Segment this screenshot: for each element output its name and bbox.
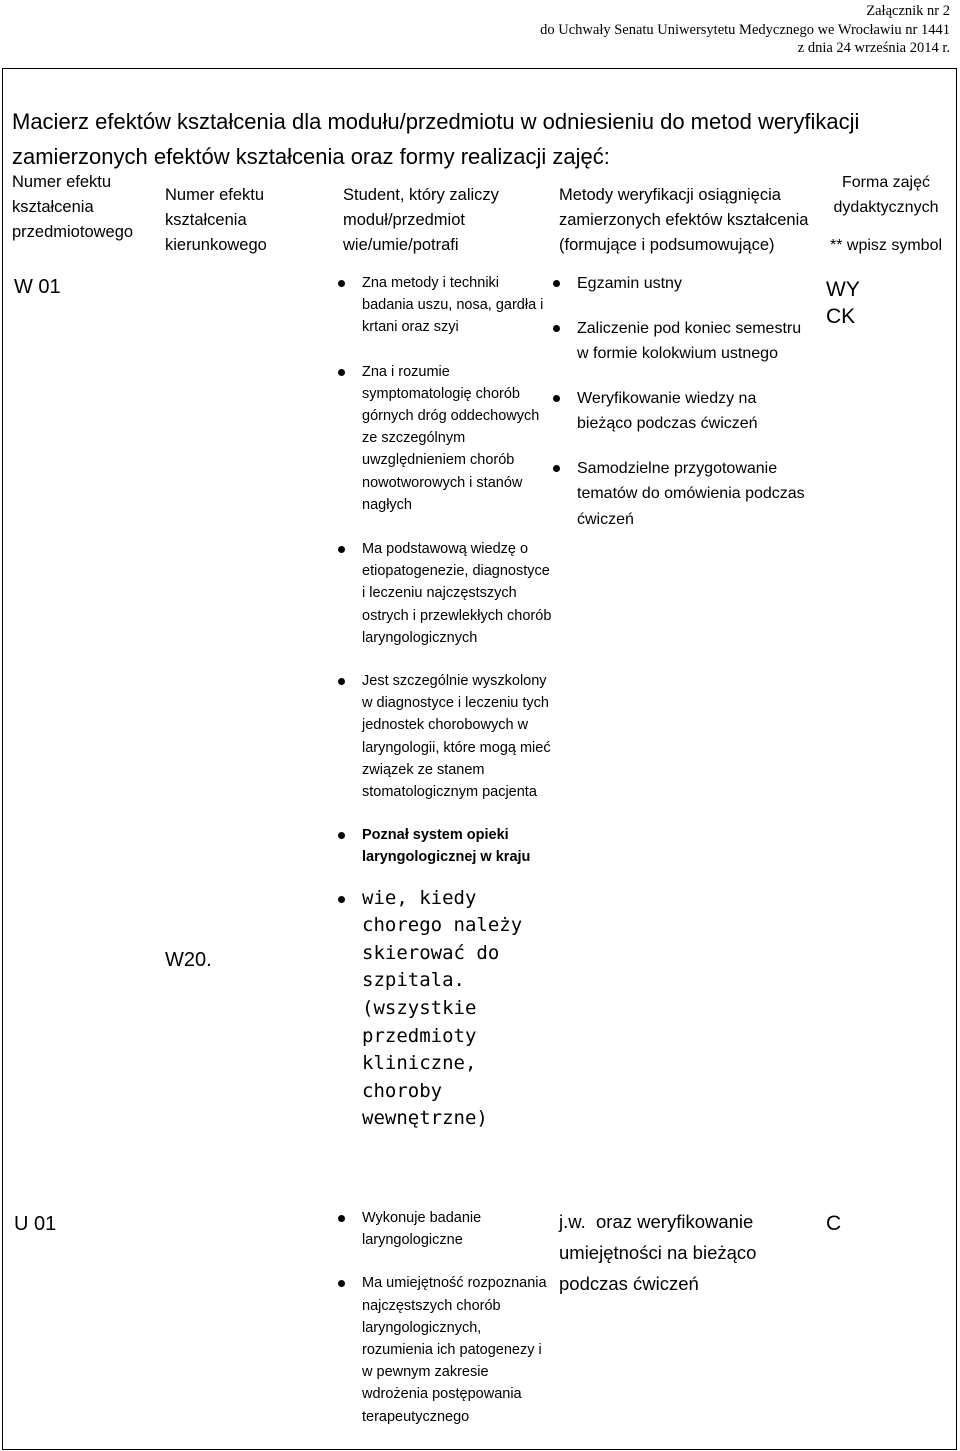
column-header-line: kierunkowego	[165, 236, 267, 254]
effect-id-u01: U 01	[14, 1213, 57, 1235]
column-header-line: Forma zajęć	[841, 174, 931, 191]
document-title-line-1: Macierz efektów kształcenia dla modułu/przedmiotu w odniesieniu do metod weryfikacji	[12, 109, 860, 134]
w01-forma	[826, 276, 860, 330]
effect-item: Jest szczególnie wyszkolony w diagnostyce i leczeniu tych jednostek chorobowych w laryngologii, które mogą mieć związek ze stanem stomatologicznym pacjenta	[334, 670, 554, 803]
column-header-line: kształcenia	[165, 211, 247, 229]
method-item: Egzamin ustny	[549, 271, 809, 297]
attachment-note-line-3: z dnia 24 września 2014 r.	[797, 40, 950, 56]
column-header-line: ** wpisz symbol	[829, 237, 943, 254]
method-line-part: oraz weryfikowanie	[596, 1211, 754, 1232]
column-header-kierunkowy	[165, 183, 267, 258]
effect-item: Ma podstawową wiedzę o etiopatogenezie, diagnostyce i leczeniu najczęstszych ostrych i przewlekłych chorób laryngologicznych	[334, 538, 554, 649]
column-header-line: Student, który zaliczy	[343, 186, 499, 204]
method-item: Samodzielne przygotowanie tematów do omówienia podczas ćwiczeń	[549, 456, 809, 533]
kierunkowy-id: W20.	[165, 949, 212, 971]
effect-item: Zna metody i techniki badania uszu, nosa, gardła i krtani oraz szyi	[334, 272, 554, 339]
column-header-line: moduł/przedmiot	[343, 211, 465, 229]
column-header-forma	[826, 170, 946, 258]
column-header-student	[343, 183, 499, 258]
column-header-line: dydaktycznych	[833, 199, 939, 216]
column-header-metody	[559, 183, 808, 258]
forma-symbol: CK	[826, 305, 856, 328]
column-header-przedmiotowy	[12, 170, 133, 245]
method-line	[559, 1206, 756, 1237]
column-header-line: (formujące i podsumowujące)	[559, 236, 775, 254]
u01-methods	[559, 1206, 756, 1299]
column-header-line: przedmiotowego	[12, 223, 134, 241]
method-line-part: j.w.	[559, 1211, 586, 1232]
attachment-note-line-2: do Uchwały Senatu Uniwersytetu Medycznego we Wrocławiu nr 1441	[540, 21, 950, 38]
method-item: Weryfikowanie wiedzy na bieżąco podczas ćwiczeń	[549, 386, 809, 437]
effect-item: Poznał system opieki laryngologicznej w kraju	[334, 824, 554, 868]
column-header-line: wie/umie/potrafi	[343, 236, 459, 254]
w01-effects-list	[334, 272, 554, 1133]
document-title	[12, 104, 942, 174]
document-title-line-2: zamierzonych efektów kształcenia oraz formy realizacji zajęć:	[12, 144, 610, 169]
column-header-line: zamierzonych efektów kształcenia	[559, 211, 809, 229]
method-line: umiejętności na bieżąco	[559, 1242, 757, 1263]
method-line: podczas ćwiczeń	[559, 1273, 699, 1294]
w01-methods-list	[549, 271, 809, 532]
attachment-note-line-1: Załącznik nr 2	[866, 3, 950, 19]
column-header-line: Numer efektu	[12, 173, 112, 191]
column-header-line: kształcenia	[12, 198, 94, 216]
forma-symbol: WY	[826, 278, 860, 301]
u01-forma	[826, 1210, 841, 1237]
method-item: Zaliczenie pod koniec semestru w formie kolokwium ustnego	[549, 316, 809, 367]
column-header-line: Numer efektu	[165, 186, 265, 204]
forma-symbol: C	[826, 1212, 842, 1235]
effect-item: Zna i rozumie symptomatologię chorób górnych dróg oddechowych ze szczególnym uwzględnieniem chorób nowotworowych i stanów nagłych	[334, 361, 554, 516]
attachment-note	[350, 2, 950, 58]
effect-id-w01: W 01	[14, 276, 61, 298]
effect-item: Wykonuje badanie laryngologiczne	[334, 1207, 554, 1251]
effect-item: Ma umiejętność rozpoznania najczęstszych chorób laryngologicznych, rozumienia ich patogenezy i w pewnym zakresie wdrożenia postępowania terapeutycznego	[334, 1272, 554, 1427]
u01-effects-list	[334, 1207, 554, 1428]
effect-item: wie, kiedy chorego należy skierować do szpitala. (wszystkie przedmioty kliniczne, choroby wewnętrzne)	[334, 885, 554, 1133]
column-header-line: Metody weryfikacji osiągnięcia	[559, 186, 781, 204]
